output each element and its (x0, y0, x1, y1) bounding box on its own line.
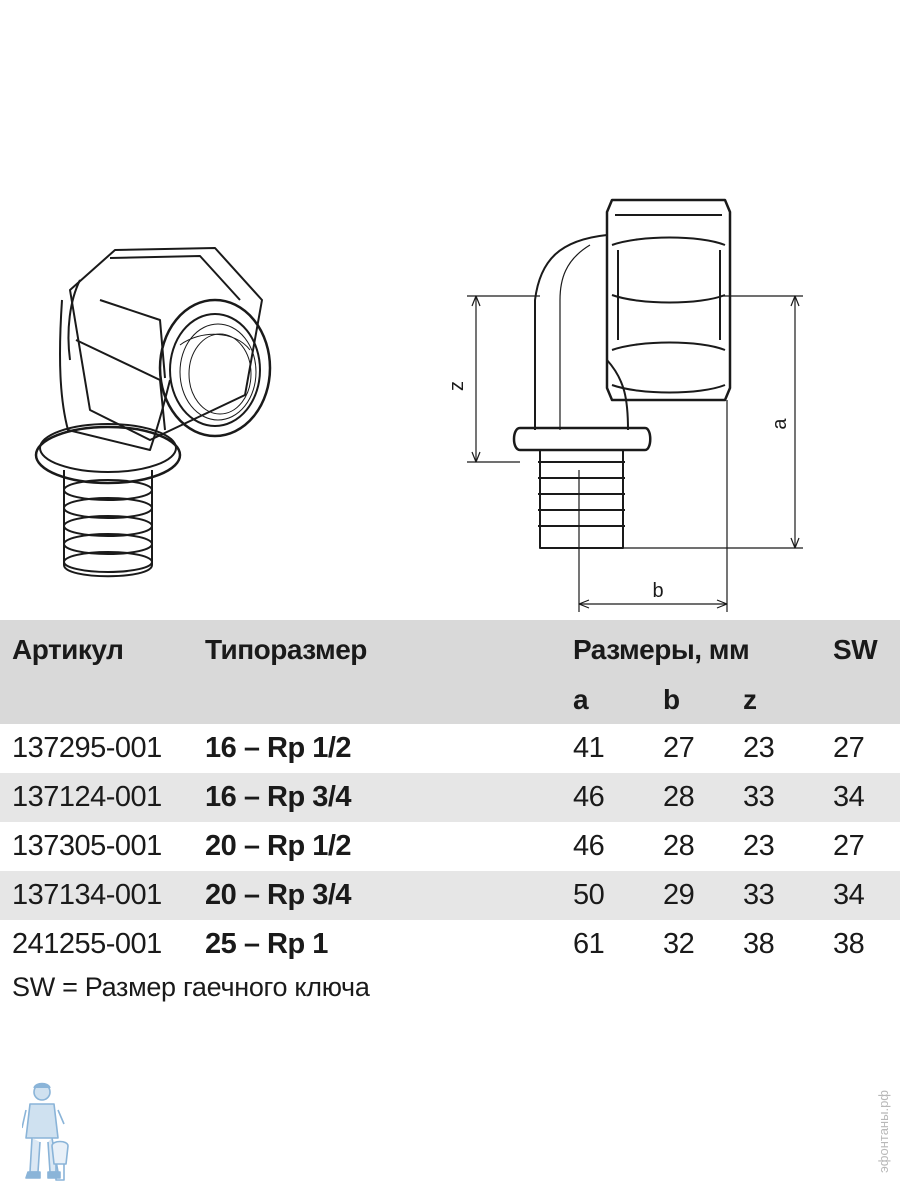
table-header-row (0, 620, 900, 676)
dimension-z-label: z (446, 381, 468, 391)
cell-size: 16 – Rp 3/4 (205, 773, 573, 822)
cell-b: 27 (663, 732, 695, 764)
header-a: a (573, 676, 663, 724)
cell-b: 28 (663, 773, 743, 822)
dimension-b-label: b (652, 580, 664, 602)
cell-article: 137124-001 (0, 773, 205, 822)
header-b: b (663, 676, 743, 724)
header-sw: SW (833, 620, 900, 676)
header-dimensions: Размеры, мм (573, 620, 833, 676)
cell-sw: 34 (833, 871, 900, 920)
table-row (0, 724, 900, 773)
cell-z: 33 (743, 871, 833, 920)
cell-b: 32 (663, 928, 695, 960)
header-z: z (743, 676, 833, 724)
cell-sw: 38 (833, 928, 865, 960)
table-row (0, 773, 900, 822)
cell-article: 137305-001 (12, 830, 162, 862)
cell-size: 25 – Rp 1 (205, 928, 328, 960)
cell-size: 16 – Rp 1/2 (205, 732, 352, 764)
fitting-technical-drawing (467, 200, 803, 612)
cell-z: 23 (743, 732, 775, 764)
cell-b: 29 (663, 871, 743, 920)
cell-size: 20 – Rp 3/4 (205, 871, 573, 920)
cell-a: 46 (573, 830, 605, 862)
site-watermark: эфонтаны.рф (876, 1090, 891, 1173)
cell-a: 41 (573, 732, 605, 764)
cell-z: 33 (743, 773, 833, 822)
cell-z: 23 (743, 830, 775, 862)
fitting-perspective-illustration (36, 248, 270, 576)
specification-table (0, 620, 900, 969)
footnote: SW = Размер гаечного ключа (12, 972, 370, 1002)
header-article: Артикул (0, 620, 205, 676)
cell-a: 46 (573, 773, 663, 822)
cell-article: 137134-001 (0, 871, 205, 920)
cell-sw: 34 (833, 773, 900, 822)
cell-a: 61 (573, 928, 605, 960)
dimension-a-label: a (769, 418, 791, 430)
table-subheader-row (0, 676, 900, 724)
cell-article: 241255-001 (12, 928, 162, 960)
cell-sw: 27 (833, 830, 865, 862)
table-row (0, 920, 900, 969)
plumber-mascot-logo (22, 1080, 70, 1190)
table-row (0, 822, 900, 871)
cell-b: 28 (663, 830, 695, 862)
cell-sw: 27 (833, 732, 865, 764)
dimension-z-line (467, 296, 540, 462)
cell-article: 137295-001 (12, 732, 162, 764)
cell-size: 20 – Rp 1/2 (205, 830, 352, 862)
header-size: Типоразмер (205, 620, 573, 676)
cell-z: 38 (743, 928, 775, 960)
cell-a: 50 (573, 871, 663, 920)
table-row (0, 871, 900, 920)
